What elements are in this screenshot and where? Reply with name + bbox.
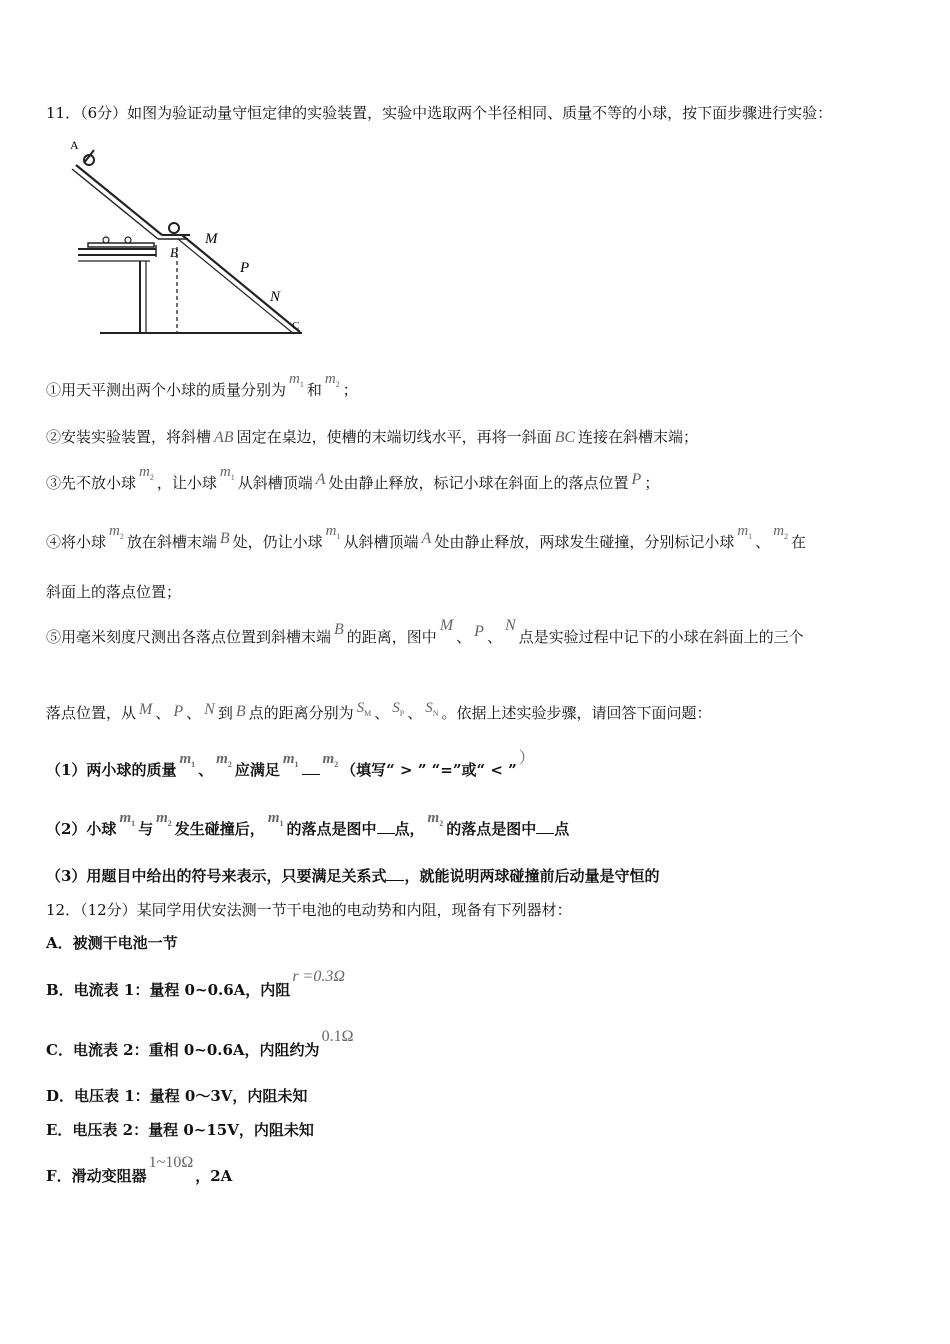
q12-option-d: D．电压表 1：量程 0～3V，内阻未知 [46, 1087, 308, 1105]
answer-blank-4[interactable] [386, 866, 404, 881]
sym-m2: $m_2$ [324, 371, 340, 389]
apparatus-figure [70, 135, 320, 345]
q12-header: 12．（12分）某同学用伏安法测一节干电池的电动势和内阻，现备有下列器材： [46, 901, 572, 919]
label-A: A [70, 138, 79, 152]
q11-step5: ⑤用毫米刻度尺测出各落点位置到斜槽末端 B 的距离，图中M、 P 、N点是实验过程中记下的小球在斜面上的三个 [46, 617, 804, 646]
q11-step1: ①用天平测出两个小球的质量分别为$m_1$ 和$m_2$ ； [46, 371, 358, 399]
q12-option-c: C．电流表 2：重相 0~0.6A，内阻约为0.1Ω [46, 1028, 354, 1059]
q11-step4-cont: 斜面上的落点位置； [46, 583, 182, 601]
q11-step3: ③先不放小球$m_2$ ，让小球$m_1$ 从斜槽顶端 A 处由静止释放，标记小球在斜面上的落点位置 P ； [46, 464, 660, 492]
answer-blank-2[interactable] [377, 819, 395, 834]
label-B: B [170, 245, 178, 260]
q11-header: 11．（6分）如图为验证动量守恒定律的实验装置，实验中选取两个半径相同、质量不等的小球，按下面步骤进行实验： [46, 104, 833, 122]
q11-part2: （2）小球$m_1$ 与$m_2$ 发生碰撞后，$m_1$ 的落点是图中 点，$m_2$ 的落点是图中 点 [46, 810, 570, 838]
q12-option-b: B．电流表 1：量程 0~0.6A，内阻r =0.3Ω [46, 968, 345, 999]
q11-step2: ②安装实验装置，将斜槽 AB 固定在桌边，使槽的末端切线水平，再将一斜面 BC 连接在斜槽末端； [46, 428, 699, 446]
label-C: C [292, 320, 300, 332]
q12-option-a: A．被测干电池一节 [46, 934, 178, 952]
answer-blank-1[interactable] [302, 760, 320, 775]
label-M: M [205, 231, 218, 247]
q12-option-f: F．滑动变阻器1~10Ω，2A [46, 1154, 233, 1185]
q11-part3: （3）用题目中给出的符号来表示，只要满足关系式 ，就能说明两球碰撞前后动量是守恒的 [46, 867, 660, 885]
answer-blank-3[interactable] [536, 819, 554, 834]
q11-step4: ④将小球$m_2$ 放在斜槽末端 B 处，仍让小球$m_1$ 从斜槽顶端 A 处由静止释放，两球发生碰撞，分别标记小球$m_1$ 、$m_2$ 在 [46, 523, 807, 551]
label-N: N [270, 289, 281, 305]
q11-part1: （1）两小球的质量$m_1$ 、$m_2$ 应满足$m_1$ $m_2$ （填写“ > ” “=”或“ < ”） [46, 750, 535, 779]
q12-option-e: E．电压表 2：量程 0~15V，内阻未知 [46, 1121, 314, 1139]
q11-step5-cont: 落点位置，从 M 、 P 、 N 到 B 点的距离分别为 $S_M$ 、 $S_P$ 、 $S_N$ 。依据上述实验步骤，请回答下面问题： [46, 700, 712, 722]
sym-m1: $m_1$ [289, 371, 304, 389]
label-P: P [240, 260, 250, 276]
